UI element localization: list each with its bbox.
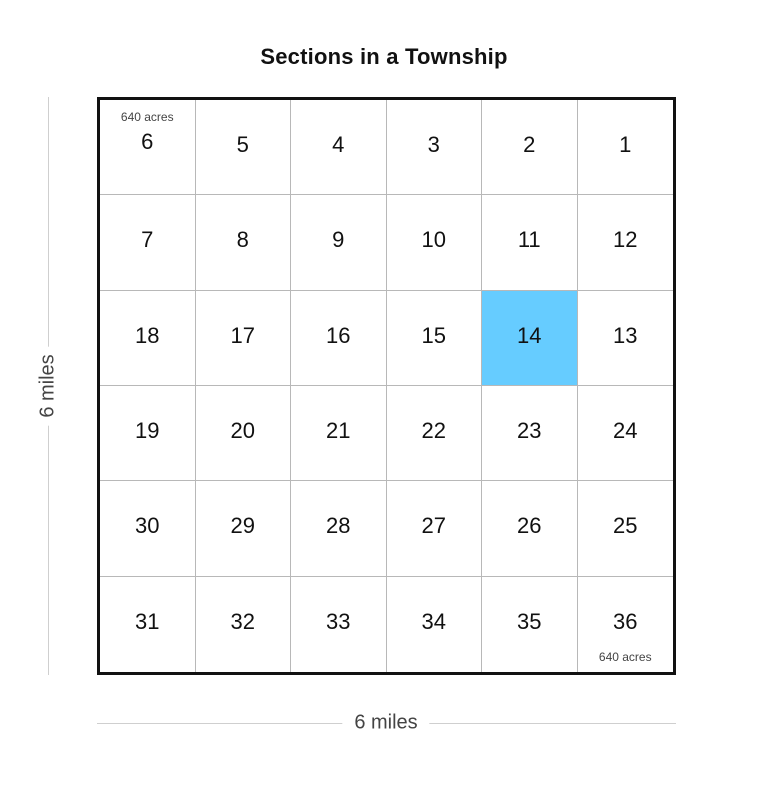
section-number: 12 <box>613 227 638 253</box>
section-2 <box>482 100 578 195</box>
section-number: 20 <box>230 418 255 444</box>
section-number: 15 <box>421 322 446 348</box>
section-11 <box>482 195 578 290</box>
section-22 <box>387 386 483 481</box>
section-35 <box>482 577 578 672</box>
section-number: 24 <box>613 418 638 444</box>
section-17 <box>196 291 292 386</box>
township-grid <box>97 97 676 675</box>
section-number: 2 <box>523 132 536 158</box>
section-18 <box>100 291 196 386</box>
section-23 <box>482 386 578 481</box>
horizontal-dimension-label: 6 miles <box>342 712 429 735</box>
section-number: 36 <box>613 609 638 635</box>
section-8 <box>196 195 292 290</box>
section-number: 33 <box>326 609 351 635</box>
section-number: 3 <box>427 132 440 158</box>
section-number: 16 <box>326 322 351 348</box>
section-16 <box>291 291 387 386</box>
section-1 <box>578 100 674 195</box>
section-3 <box>387 100 483 195</box>
section-area-label: 640 acres <box>598 650 652 664</box>
section-number: 29 <box>230 513 255 539</box>
section-9 <box>291 195 387 290</box>
section-number: 18 <box>135 322 160 348</box>
vertical-dimension-label: 6 miles <box>37 346 60 425</box>
diagram-title: Sections in a Township <box>260 44 508 69</box>
section-number: 11 <box>517 227 541 253</box>
section-33 <box>291 577 387 672</box>
section-6 <box>100 100 196 195</box>
section-30 <box>100 481 196 576</box>
section-10 <box>387 195 483 290</box>
section-7 <box>100 195 196 290</box>
section-number: 19 <box>135 418 160 444</box>
section-4 <box>291 100 387 195</box>
section-27 <box>387 481 483 576</box>
section-12 <box>578 195 674 290</box>
section-29 <box>196 481 292 576</box>
section-36 <box>578 577 674 672</box>
section-number: 32 <box>230 609 255 635</box>
section-number: 27 <box>421 513 446 539</box>
section-number: 25 <box>613 513 638 539</box>
section-26 <box>482 481 578 576</box>
section-number: 26 <box>517 513 542 539</box>
section-number: 21 <box>326 418 351 444</box>
section-number: 8 <box>236 227 249 253</box>
section-21 <box>291 386 387 481</box>
section-31 <box>100 577 196 672</box>
section-area-label: 640 acres <box>120 110 174 124</box>
section-number: 34 <box>421 609 446 635</box>
section-number: 1 <box>619 132 632 158</box>
section-13 <box>578 291 674 386</box>
section-number: 4 <box>332 132 345 158</box>
section-number: 28 <box>326 513 351 539</box>
section-34 <box>387 577 483 672</box>
section-15 <box>387 291 483 386</box>
section-number: 14 <box>517 322 542 348</box>
section-19 <box>100 386 196 481</box>
section-number: 10 <box>421 227 446 253</box>
section-14 <box>482 291 578 386</box>
section-number: 31 <box>135 609 160 635</box>
section-number: 30 <box>135 513 160 539</box>
section-32 <box>196 577 292 672</box>
section-number: 22 <box>421 418 446 444</box>
section-25 <box>578 481 674 576</box>
section-number: 9 <box>332 227 345 253</box>
section-number: 17 <box>230 322 255 348</box>
section-20 <box>196 386 292 481</box>
section-28 <box>291 481 387 576</box>
section-5 <box>196 100 292 195</box>
section-number: 7 <box>141 227 154 253</box>
section-number: 13 <box>613 322 638 348</box>
section-number: 6 <box>141 129 154 155</box>
section-number: 23 <box>517 418 542 444</box>
section-number: 35 <box>517 609 542 635</box>
section-number: 5 <box>236 132 249 158</box>
section-24 <box>578 386 674 481</box>
